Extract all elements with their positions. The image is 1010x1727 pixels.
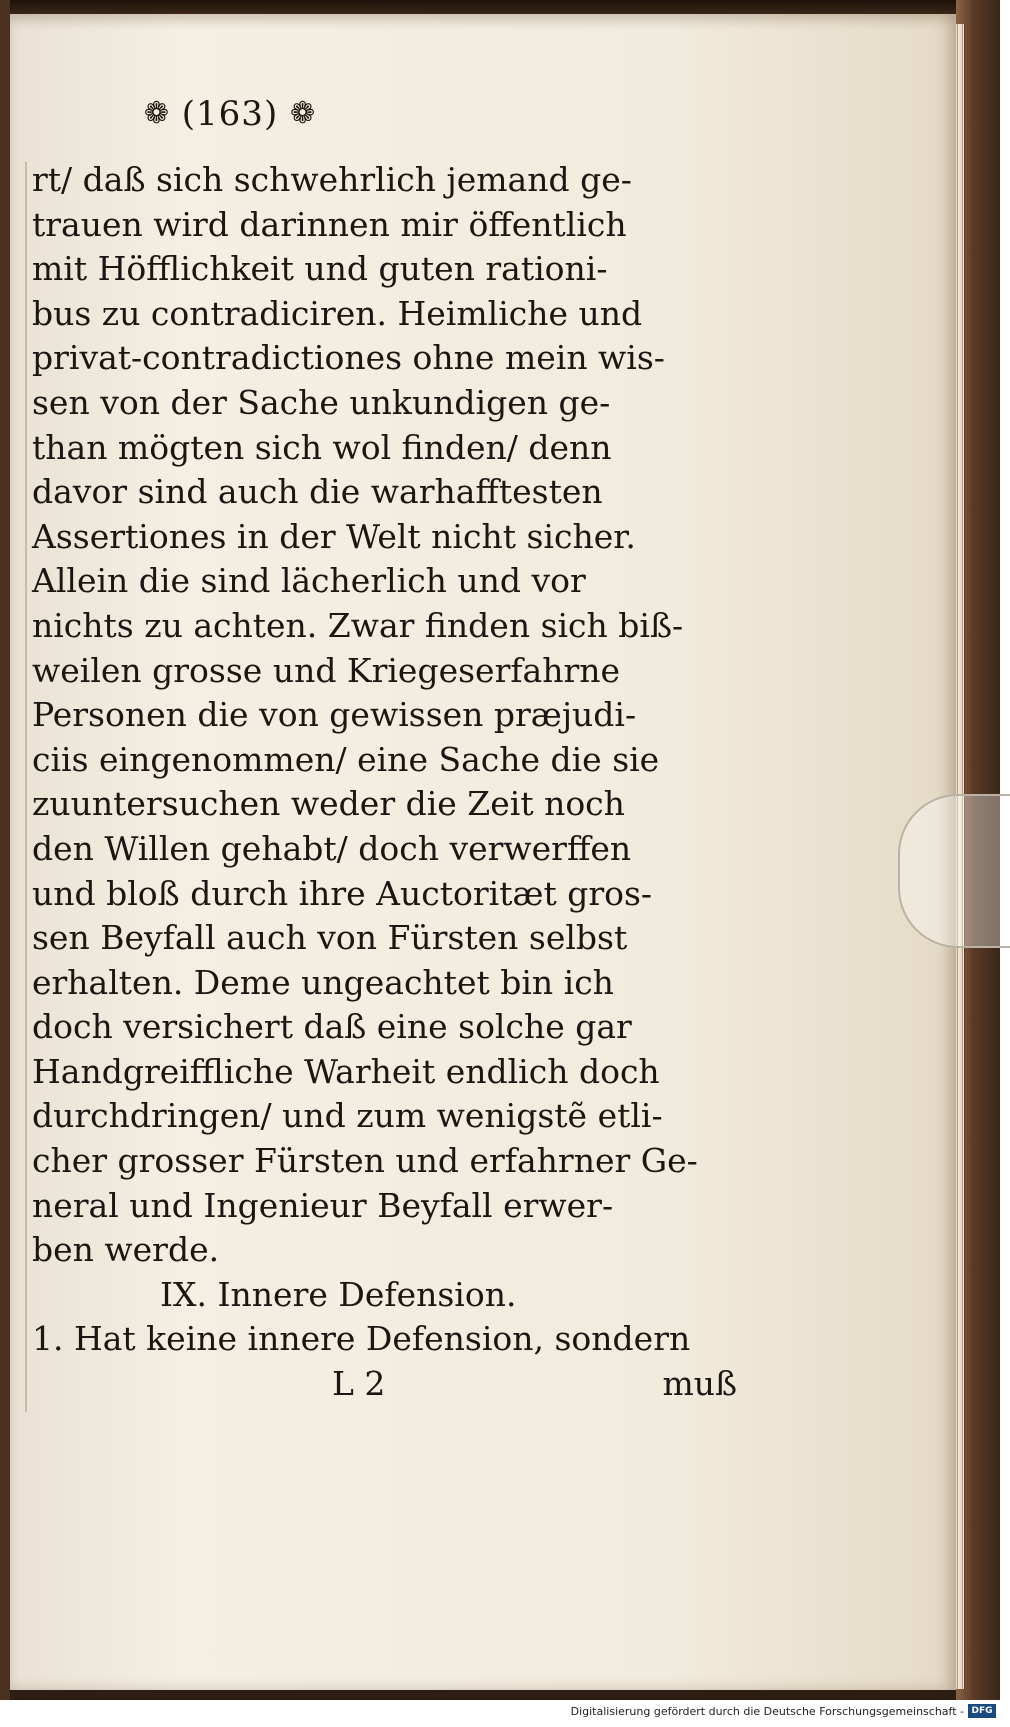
text-line: Personen die von gewissen præjudi- xyxy=(32,695,637,735)
text-line: privat-contradictiones ohne mein wis- xyxy=(32,338,665,378)
book-top-edge xyxy=(0,0,1000,14)
text-line: sen von der Sache unkundigen ge- xyxy=(32,382,611,422)
text-line: zuuntersuchen weder die Zeit noch xyxy=(32,784,625,824)
text-line: doch versichert daß eine solche gar xyxy=(32,1007,632,1047)
text-line: ciis eingenommen/ eine Sache die sie xyxy=(32,739,660,779)
book-left-edge xyxy=(0,0,10,1700)
book-page xyxy=(10,14,956,1690)
text-line: erhalten. Deme ungeachtet bin ich xyxy=(32,962,614,1002)
text-line: und bloß durch ihre Auctoritæt gros- xyxy=(32,873,653,913)
text-line: durchdringen/ und zum wenigstẽ etli- xyxy=(32,1096,663,1136)
page-header xyxy=(10,94,450,134)
body-text xyxy=(32,158,738,1407)
ornament-left-icon: ❁ xyxy=(143,96,170,131)
dfg-logo: DFG xyxy=(968,1704,996,1718)
section-heading: IX. Innere Defension. xyxy=(160,1274,517,1314)
funding-credit: Digitalisierung gefördert durch die Deutsche Forschungsgemeinschaft - xyxy=(570,1705,964,1718)
signature-mark: L 2 xyxy=(332,1364,386,1404)
text-line: ben werde. xyxy=(32,1230,220,1270)
text-line: Allein die sind lächerlich und vor xyxy=(32,561,586,601)
text-line: than mögten sich wol finden/ denn xyxy=(32,427,612,467)
footer-bar xyxy=(0,1700,1000,1727)
text-line: Assertiones in der Welt nicht sicher. xyxy=(32,516,636,556)
ornament-right-icon: ❁ xyxy=(290,96,317,131)
page-number: (163) xyxy=(181,94,279,134)
text-line: bus zu contradiciren. Heimliche und xyxy=(32,293,643,333)
text-line: den Willen gehabt/ doch verwerffen xyxy=(32,828,632,868)
page-fold-mark xyxy=(898,794,1010,948)
text-line: 1. Hat keine innere Defension, sondern xyxy=(32,1319,691,1359)
text-line: rt/ daß sich schwehrlich jemand ge- xyxy=(32,160,632,199)
text-line: neral und Ingenieur Beyfall erwer- xyxy=(32,1185,614,1225)
text-margin-rule xyxy=(25,162,27,1412)
text-line: davor sind auch die warhafftesten xyxy=(32,472,603,512)
text-line: Handgreiffliche Warheit endlich doch xyxy=(32,1051,660,1091)
signature-line xyxy=(32,1362,738,1407)
catchword: muß xyxy=(662,1364,738,1404)
text-line: weilen grosse und Kriegeserfahrne xyxy=(32,650,621,690)
text-line: mit Höfflichkeit und guten rationi- xyxy=(32,249,608,289)
text-line: sen Beyfall auch von Fürsten selbst xyxy=(32,918,628,958)
text-line: cher grosser Fürsten und erfahrner Ge- xyxy=(32,1141,698,1181)
text-line: nichts zu achten. Zwar finden sich biß- xyxy=(32,605,684,645)
text-line: trauen wird darinnen mir öffentlich xyxy=(32,204,627,244)
